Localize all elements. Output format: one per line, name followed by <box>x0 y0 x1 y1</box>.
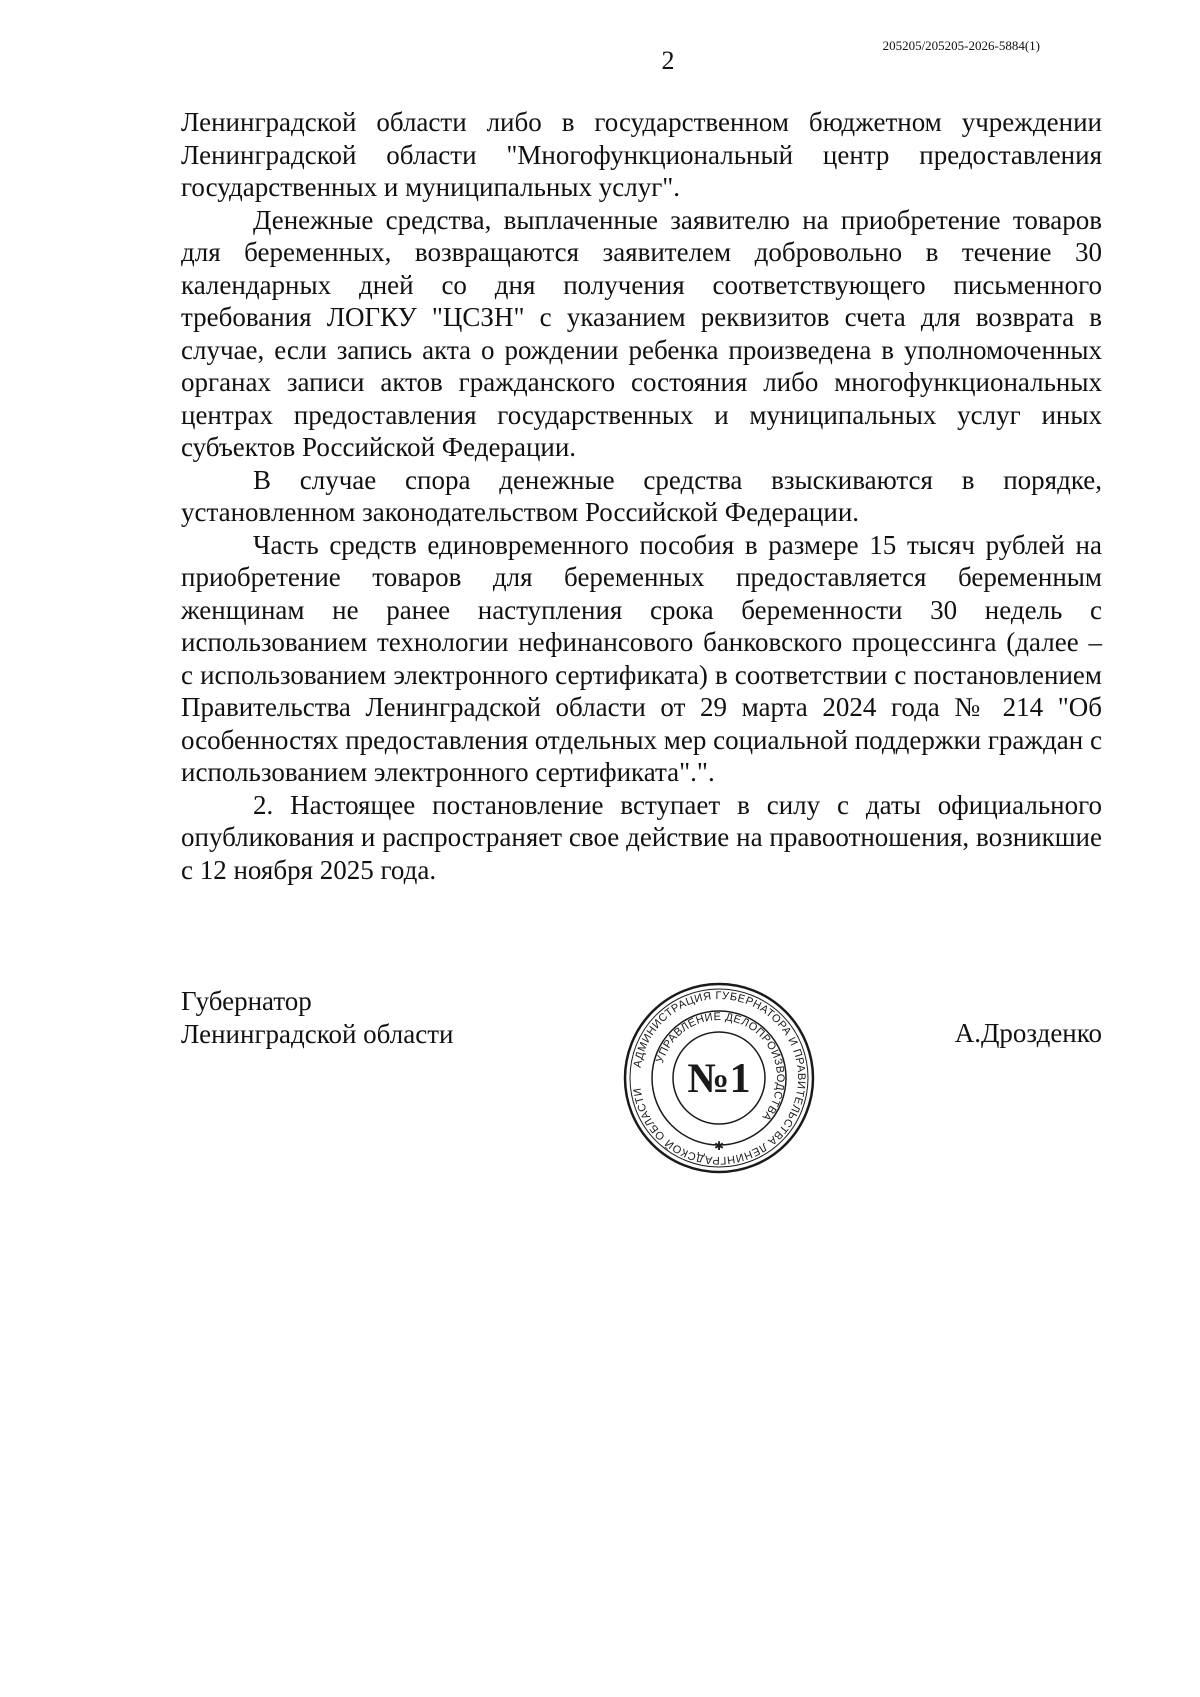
paragraph-dispute: В случае спора денежные средства взыскиваются в порядке, установленном законодательством Российской Федерации. <box>181 464 1102 527</box>
paragraph-benefit: Часть средств единовременного пособия в размере 15 тысяч рублей на приобретение товаров для беременных предоставляется беременным женщинам не ранее наступления срока беременности 30 недель с использованием технологии нефинансового банковского процессинга (далее – с использованием электронного сертификата) в соответствии с постановлением Правительства Ленинградской области от 29 марта 2024 года № 214 "Об особенностях предоставления отдельных мер социальной поддержки граждан с использованием электронного сертификата".". <box>181 529 1102 787</box>
document-body <box>181 106 1102 886</box>
stamp-number: №1 <box>687 1056 751 1102</box>
signatory-title <box>181 985 453 1050</box>
stamp-inner-text: УПРАВЛЕНИЕ ДЕЛОПРОИЗВОДСТВА <box>654 1010 787 1124</box>
official-stamp <box>621 980 817 1176</box>
signatory-title-line1: Губернатор <box>181 986 312 1016</box>
document-registration-number: 205205/205205-2026-5884(1) <box>882 38 1040 53</box>
paragraph-continuation: Ленинградской области либо в государственном бюджетном учреждении Ленинградской области "Многофункциональный центр предоставления государственных и муниципальных услуг". <box>181 107 1102 202</box>
page-number: 2 <box>661 46 675 75</box>
signatory-name: А.Дрозденко <box>954 1018 1102 1048</box>
signatory-title-line2: Ленинградской области <box>181 1018 454 1049</box>
paragraph-refund: Денежные средства, выплаченные заявителю на приобретение товаров для беременных, возвращаются заявителем добровольно в течение 30 календарных дней со дня получения соответствующего письменного требования ЛОГКУ "ЦСЗН" с указанием реквизитов счета для возврата в случае, если запись акта о рождении ребенка произведена в уполномоченных органах записи актов гражданского состояния либо многофункциональных центрах предоставления государственных и муниципальных услуг иных субъектов Российской Федерации. <box>181 204 1102 462</box>
stamp-star-icon: ✱ <box>713 1139 725 1153</box>
stamp-outer-text: АДМИНИСТРАЦИЯ ГУБЕРНАТОРА И ПРАВИТЕЛЬСТВА ЛЕНИНГРАДСКОЙ ОБЛАСТИ <box>631 989 808 1167</box>
paragraph-effective-date: 2. Настоящее постановление вступает в силу с даты официального опубликования и распространяет свое действие на правоотношения, возникшие с 12 ноября 2025 года. <box>181 789 1102 885</box>
stamp-seal-graphic <box>621 980 817 1176</box>
